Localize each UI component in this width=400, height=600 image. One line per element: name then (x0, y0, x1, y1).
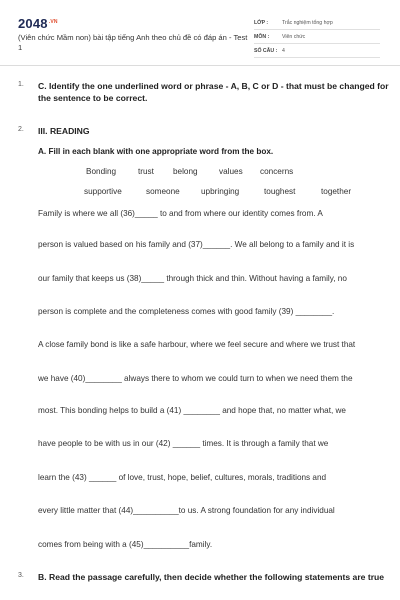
question-title: III. READING (38, 126, 90, 136)
logo-suffix: .VN (48, 18, 58, 25)
question-title: C. Identify the one underlined word or phrase - A, B, C or D - that must be changed for the sentence to be correct. (38, 81, 389, 103)
passage-line: Family is where we all (36)_____ to and from where our identity comes from. A (38, 209, 323, 218)
passage-line: every little matter that (44)__________to us. A strong foundation for any individual (38, 506, 335, 515)
passage-line: most. This bonding helps to build a (41) ________ and hope that, no matter what, we (38, 406, 346, 415)
meta-value: Trắc nghiệm tổng hợp (282, 20, 333, 26)
word-box-item: someone (146, 187, 180, 196)
meta-value: 4 (282, 48, 285, 54)
passage-line: A close family bond is like a safe harbour, where we feel secure and where we trust that (38, 340, 356, 349)
passage-line: we have (40)________ always there to whom we could turn to when we need them the (38, 374, 353, 383)
word-box-item: upbringing (201, 187, 240, 196)
question-title: B. Read the passage carefully, then decide whether the following statements are true (38, 572, 385, 582)
word-box-item: belong (173, 167, 198, 176)
meta-row-subject (254, 30, 380, 44)
word-box-item: Bonding (86, 167, 117, 176)
question-number: 3. (18, 572, 24, 579)
passage-line: learn the (43) ______ of love, trust, hope, belief, cultures, morals, traditions and (38, 473, 327, 482)
test-title: (Viên chức Mầm non) bài tập tiếng Anh theo chủ đề có đáp án - Test 1 (18, 33, 248, 52)
passage-line: have people to be with us in our (42) ______ times. It is through a family that we (38, 439, 329, 448)
meta-key: LỚP : (254, 20, 269, 26)
meta-key: SỐ CÂU : (254, 48, 278, 54)
word-box-row-2 (38, 187, 380, 199)
word-box-row-1 (38, 167, 380, 179)
passage-line: person is valued based on his family and (37)______. We all belong to a family and it is (38, 240, 355, 249)
site-logo[interactable] (18, 16, 58, 31)
word-box-item: values (219, 167, 243, 176)
reading-instruction: A. Fill in each blank with one appropriate word from the box. (38, 147, 274, 156)
meta-key: MÔN : (254, 34, 270, 40)
question-number: 1. (18, 81, 24, 88)
page-header (0, 0, 400, 66)
word-box-item: together (321, 187, 352, 196)
word-box-item: supportive (84, 187, 122, 196)
logo-text: 2048 (18, 16, 48, 31)
word-box-item: concerns (260, 167, 294, 176)
word-box-item: trust (138, 167, 154, 176)
meta-value: Viên chức (282, 34, 306, 40)
passage-line: person is complete and the completeness comes with good family (39) ________. (38, 307, 335, 316)
passage-line: our family that keeps us (38)_____ through thick and thin. Without having a family, no (38, 274, 347, 283)
meta-row-count (254, 44, 380, 58)
meta-table (254, 16, 380, 58)
passage-line: comes from being with a (45)__________family. (38, 540, 213, 549)
word-box-item: toughest (264, 187, 296, 196)
question-number: 2. (18, 126, 24, 133)
meta-row-class (254, 16, 380, 30)
